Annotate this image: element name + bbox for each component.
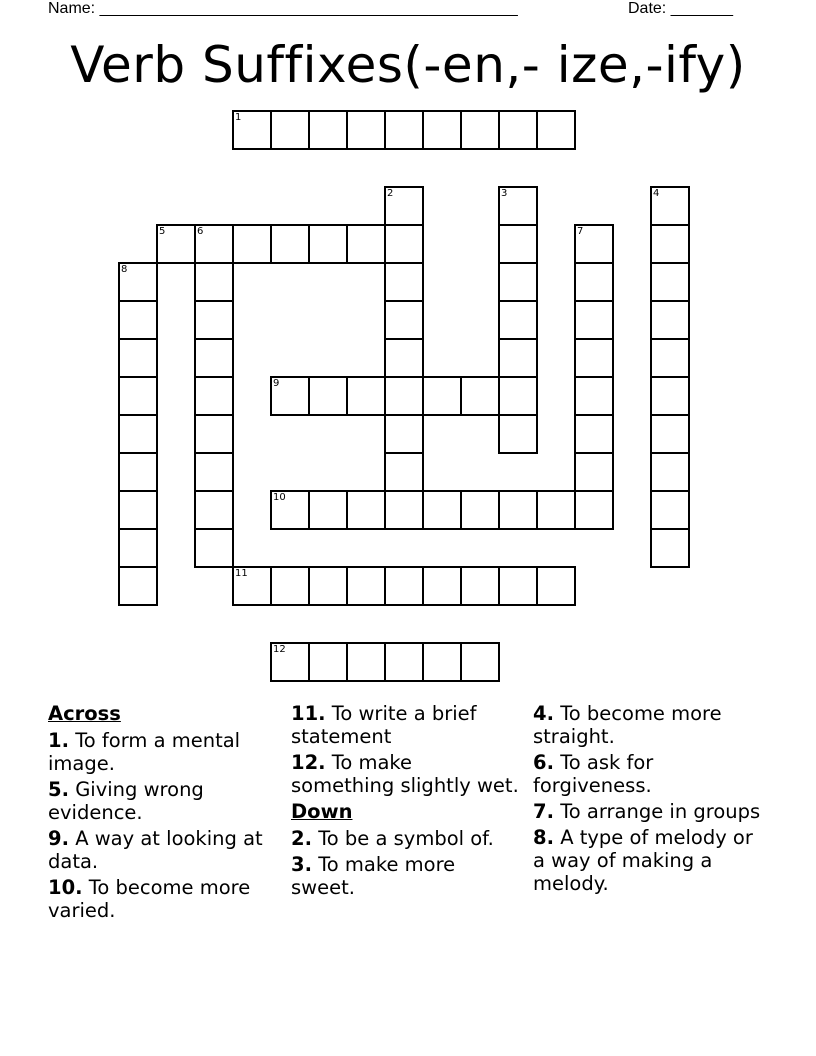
grid-cell[interactable] xyxy=(118,376,158,416)
grid-cell[interactable] xyxy=(536,110,576,150)
grid-cell[interactable] xyxy=(194,452,234,492)
grid-cell[interactable] xyxy=(384,262,424,302)
grid-cell[interactable] xyxy=(194,414,234,454)
clue-down-3: 3. To make more sweet. xyxy=(291,853,456,899)
grid-cell[interactable] xyxy=(460,490,500,530)
grid-cell[interactable] xyxy=(574,300,614,340)
grid-cell[interactable] xyxy=(194,490,234,530)
clue-down-7: 7. To arrange in groups xyxy=(533,800,761,823)
clue-down-4: 4. To become more straight. xyxy=(533,702,722,748)
grid-cell[interactable] xyxy=(270,642,310,682)
grid-cell[interactable] xyxy=(194,338,234,378)
clue-across-5: 5. Giving wrong evidence. xyxy=(48,778,204,824)
grid-cell[interactable] xyxy=(346,376,386,416)
grid-cell[interactable] xyxy=(498,300,538,340)
grid-cell[interactable] xyxy=(650,528,690,568)
grid-cell[interactable] xyxy=(346,642,386,682)
grid-cell[interactable] xyxy=(460,376,500,416)
clue-column-3 xyxy=(533,702,763,898)
grid-cell[interactable] xyxy=(498,338,538,378)
grid-cell[interactable] xyxy=(422,376,462,416)
grid-cell[interactable] xyxy=(384,414,424,454)
clue-number: 6 xyxy=(197,226,204,237)
clue-across-1: 1. To form a mental image. xyxy=(48,729,241,775)
grid-cell[interactable] xyxy=(384,376,424,416)
clue-number: 8 xyxy=(121,264,128,275)
clue-number: 3 xyxy=(501,188,508,199)
grid-cell[interactable] xyxy=(422,566,462,606)
grid-cell[interactable] xyxy=(118,338,158,378)
grid-cell[interactable] xyxy=(498,110,538,150)
grid-cell[interactable] xyxy=(118,528,158,568)
grid-cell[interactable] xyxy=(270,224,310,264)
grid-cell[interactable] xyxy=(498,376,538,416)
clue-across-9: 9. A way at looking at data. xyxy=(48,827,263,873)
grid-cell[interactable] xyxy=(650,224,690,264)
grid-cell[interactable] xyxy=(498,224,538,264)
grid-cell[interactable] xyxy=(270,110,310,150)
grid-cell[interactable] xyxy=(118,262,158,302)
grid-cell[interactable] xyxy=(384,490,424,530)
grid-cell[interactable] xyxy=(118,414,158,454)
grid-cell[interactable] xyxy=(308,376,348,416)
clue-number: 2 xyxy=(387,188,394,199)
grid-cell[interactable] xyxy=(118,452,158,492)
grid-cell[interactable] xyxy=(574,376,614,416)
grid-cell[interactable] xyxy=(498,186,538,226)
grid-cell[interactable] xyxy=(118,566,158,606)
grid-cell[interactable] xyxy=(422,490,462,530)
grid-cell[interactable] xyxy=(536,566,576,606)
clue-column-2 xyxy=(291,702,521,902)
grid-cell[interactable] xyxy=(194,224,234,264)
grid-cell[interactable] xyxy=(650,376,690,416)
grid-cell[interactable] xyxy=(156,224,196,264)
grid-cell[interactable] xyxy=(384,110,424,150)
across-heading: Across xyxy=(48,702,121,725)
clue-down-6: 6. To ask for forgiveness. xyxy=(533,751,654,797)
grid-cell[interactable] xyxy=(346,490,386,530)
grid-cell[interactable] xyxy=(384,566,424,606)
grid-cell[interactable] xyxy=(346,110,386,150)
clue-number: 11 xyxy=(235,568,248,579)
grid-cell[interactable] xyxy=(232,566,272,606)
clue-number: 4 xyxy=(653,188,660,199)
grid-cell[interactable] xyxy=(384,300,424,340)
grid-cell[interactable] xyxy=(308,224,348,264)
grid-cell[interactable] xyxy=(650,338,690,378)
grid-cell[interactable] xyxy=(574,490,614,530)
grid-cell[interactable] xyxy=(118,490,158,530)
grid-cell[interactable] xyxy=(194,262,234,302)
grid-cell[interactable] xyxy=(232,110,272,150)
grid-cell[interactable] xyxy=(194,528,234,568)
clue-number: 1 xyxy=(235,112,242,123)
grid-cell[interactable] xyxy=(498,414,538,454)
clue-down-8: 8. A type of melody or a way of making a melody. xyxy=(533,826,753,895)
grid-cell[interactable] xyxy=(384,642,424,682)
grid-cell[interactable] xyxy=(232,224,272,264)
grid-cell[interactable] xyxy=(498,566,538,606)
grid-cell[interactable] xyxy=(270,490,310,530)
grid-cell[interactable] xyxy=(270,566,310,606)
clue-down-2: 2. To be a symbol of. xyxy=(291,827,494,850)
grid-cell[interactable] xyxy=(308,110,348,150)
grid-cell[interactable] xyxy=(118,300,158,340)
grid-cell[interactable] xyxy=(574,338,614,378)
grid-cell[interactable] xyxy=(650,452,690,492)
grid-cell[interactable] xyxy=(384,452,424,492)
clue-number: 9 xyxy=(273,378,280,389)
grid-cell[interactable] xyxy=(650,262,690,302)
grid-cell[interactable] xyxy=(346,566,386,606)
grid-cell[interactable] xyxy=(460,110,500,150)
clue-across-11: 11. To write a brief statement xyxy=(291,702,477,748)
grid-cell[interactable] xyxy=(650,300,690,340)
grid-cell[interactable] xyxy=(346,224,386,264)
grid-cell[interactable] xyxy=(460,642,500,682)
date-line: Date: _______ xyxy=(628,0,733,17)
clue-number: 7 xyxy=(577,226,584,237)
clue-number: 5 xyxy=(159,226,166,237)
grid-cell[interactable] xyxy=(422,642,462,682)
name-line: Name: _______________________________________________ xyxy=(48,0,518,17)
grid-cell[interactable] xyxy=(270,376,310,416)
clue-across-10: 10. To become more varied. xyxy=(48,876,251,922)
grid-cell[interactable] xyxy=(460,566,500,606)
grid-cell[interactable] xyxy=(308,566,348,606)
clue-column-1 xyxy=(48,702,278,925)
grid-cell[interactable] xyxy=(384,338,424,378)
grid-cell[interactable] xyxy=(498,262,538,302)
clue-across-12: 12. To make something slightly wet. xyxy=(291,751,519,797)
grid-cell[interactable] xyxy=(384,186,424,226)
grid-cell[interactable] xyxy=(536,490,576,530)
grid-cell[interactable] xyxy=(384,224,424,264)
grid-cell[interactable] xyxy=(194,376,234,416)
grid-cell[interactable] xyxy=(308,490,348,530)
grid-cell[interactable] xyxy=(574,262,614,302)
grid-cell[interactable] xyxy=(650,414,690,454)
page-title: Verb Suffixes(-en,- ize,-ify) xyxy=(70,36,746,94)
grid-cell[interactable] xyxy=(422,110,462,150)
grid-cell[interactable] xyxy=(574,224,614,264)
grid-cell[interactable] xyxy=(194,300,234,340)
grid-cell[interactable] xyxy=(574,452,614,492)
clue-number: 10 xyxy=(273,492,286,503)
grid-cell[interactable] xyxy=(308,642,348,682)
grid-cell[interactable] xyxy=(650,186,690,226)
down-heading: Down xyxy=(291,800,353,823)
grid-cell[interactable] xyxy=(498,490,538,530)
grid-cell[interactable] xyxy=(574,414,614,454)
grid-cell[interactable] xyxy=(650,490,690,530)
clue-number: 12 xyxy=(273,644,286,655)
